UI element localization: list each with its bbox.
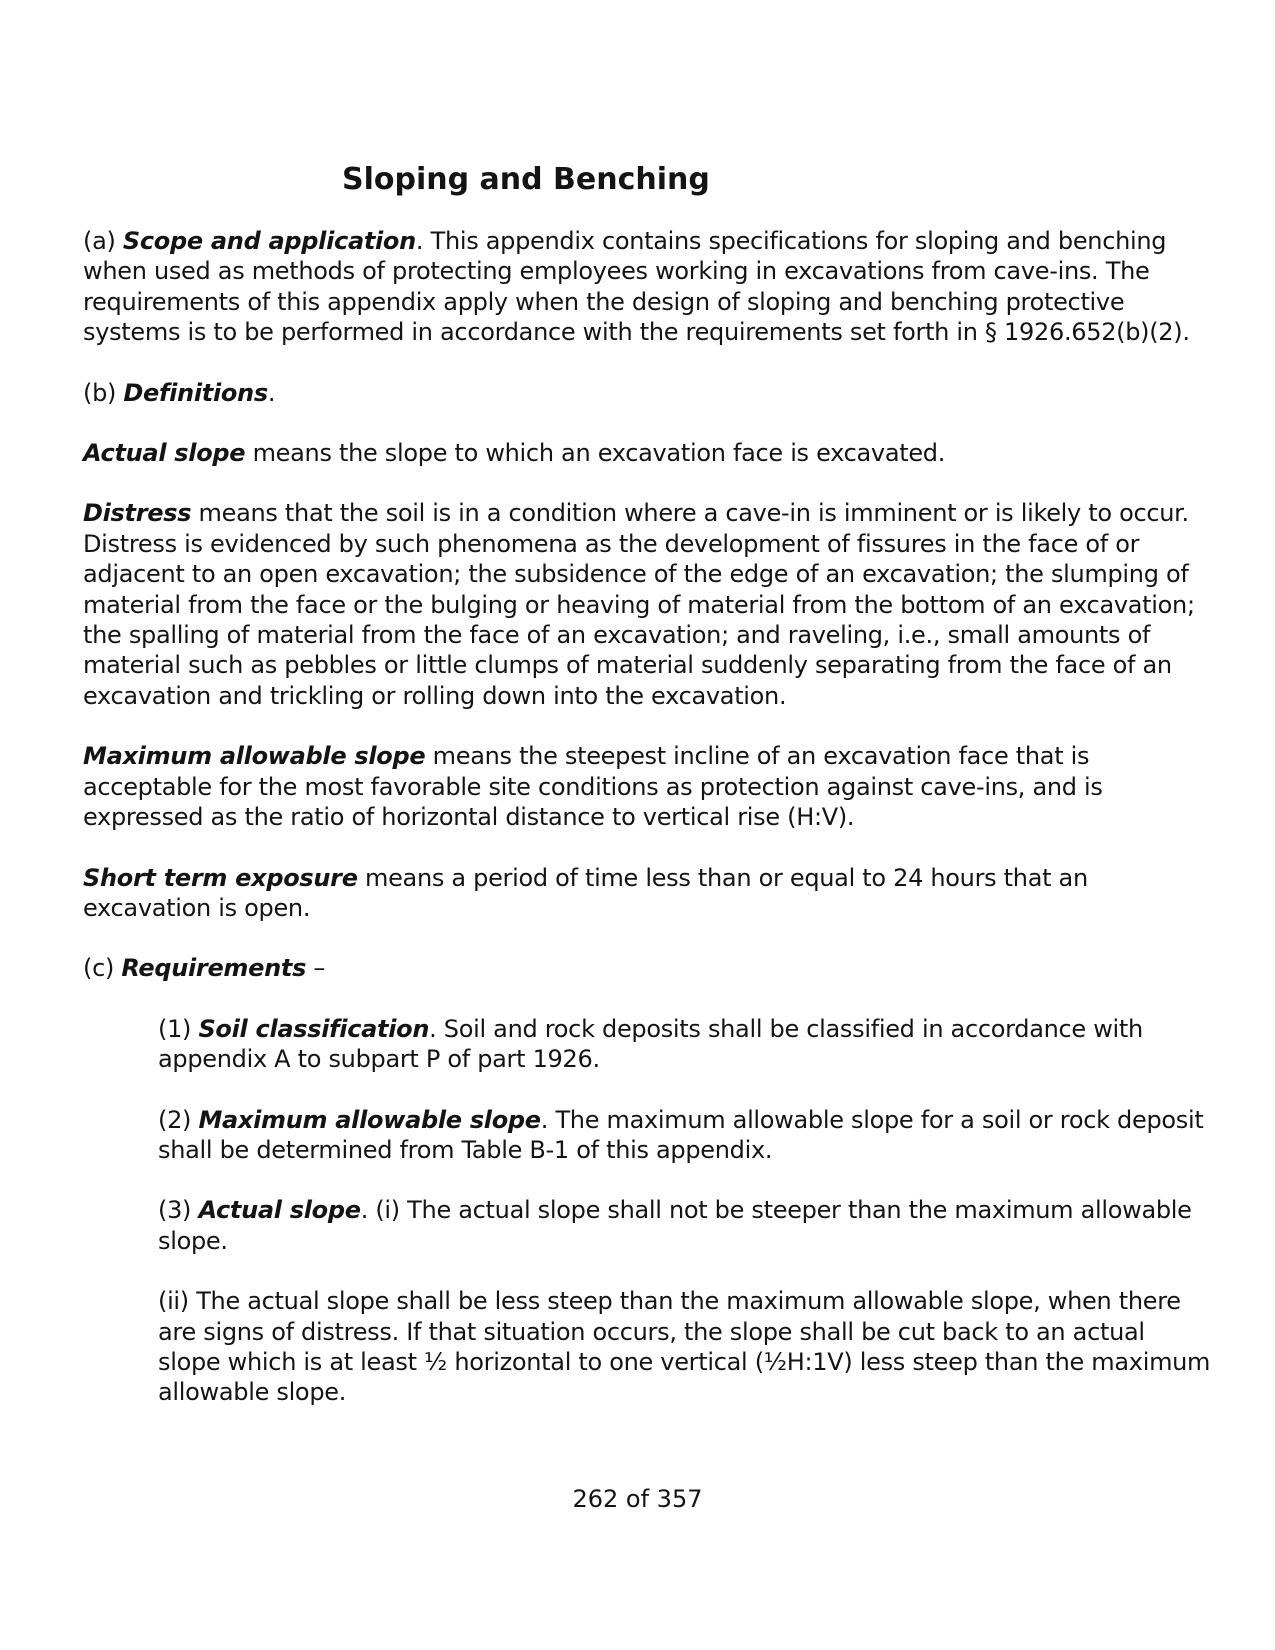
definition-term: Short term exposure xyxy=(83,863,358,892)
section-prefix: (a) xyxy=(83,227,123,255)
section-term: Scope and application xyxy=(122,227,416,255)
requirement-soil-classification xyxy=(158,1014,1213,1075)
definition-short-term-exposure xyxy=(83,863,1213,924)
section-term: Definitions xyxy=(123,378,268,407)
definition-text: means a period of time less than or equal to 24 hours that an excavation is open. xyxy=(83,863,1088,922)
definition-maximum-allowable-slope xyxy=(83,741,1213,832)
section-text: . This appendix contains specifications for sloping and benching when used as methods of protecting employees working in excavations from cave-ins. The requirements of this appendix apply when the design of sloping and benching protective systems is to be performed in accordance with the requirements set forth in § 1926.652(b)(2). xyxy=(83,227,1190,347)
page-number: 262 of 357 xyxy=(572,1485,703,1513)
requirement-text: . Soil and rock deposits shall be classified in accordance with appendix A to subpart P of part 1926. xyxy=(158,1014,1143,1074)
requirements-heading xyxy=(83,953,1213,983)
requirement-term: Maximum allowable slope xyxy=(198,1105,541,1134)
definition-text: means that the soil is in a condition where a cave-in is imminent or is likely to occur. Distress is evidenced by such phenomena as the development of fissures in the face of or adjacent to an open excavation; the subsidence of the edge of an excavation; the slumping of material from the face or the bulging or heaving of material from the bottom of an excavation; the spalling of material from the face of an excavation; and raveling, i.e., small amounts of material such as pebbles or little clumps of material suddenly separating from the face of an excavation and trickling or rolling down into the excavation. xyxy=(83,499,1195,710)
document-body xyxy=(83,226,1213,1438)
section-prefix: (b) xyxy=(83,378,124,407)
requirement-maximum-allowable-slope xyxy=(158,1105,1213,1166)
requirement-text: . (i) The actual slope shall not be steeper than the maximum allowable slope. xyxy=(158,1196,1192,1255)
definition-term: Actual slope xyxy=(83,439,246,468)
requirement-prefix: (2) xyxy=(158,1105,199,1134)
section-suffix: – xyxy=(306,954,326,983)
definition-distress xyxy=(83,498,1213,711)
requirement-actual-slope xyxy=(158,1195,1213,1256)
requirement-term: Actual slope xyxy=(198,1196,361,1225)
page-title: Sloping and Benching xyxy=(342,162,710,197)
definition-term: Distress xyxy=(83,499,192,528)
definition-term: Maximum allowable slope xyxy=(83,742,426,771)
requirement-actual-slope-ii: (ii) The actual slope shall be less steep than the maximum allowable slope, when there are signs of distress. If that situation occurs, the slope shall be cut back to an actual slope which is at least ½ horizontal to one vertical (½H:1V) less steep than the maximum allowable slope. xyxy=(158,1287,1211,1407)
requirement-text: . The maximum allowable slope for a soil or rock deposit shall be determined from Table B-1 of this appendix. xyxy=(158,1105,1204,1164)
definition-actual-slope xyxy=(83,438,1213,468)
requirement-prefix: (3) xyxy=(158,1196,199,1225)
definition-text: means the steepest incline of an excavation face that is acceptable for the most favorable site conditions as protection against cave-ins, and is expressed as the ratio of horizontal distance to vertical rise (H:V). xyxy=(83,742,1103,832)
definition-text: means the slope to which an excavation face is excavated. xyxy=(245,439,946,468)
section-prefix: (c) xyxy=(83,954,122,983)
section-suffix: . xyxy=(267,378,276,407)
section-term: Requirements xyxy=(121,954,307,983)
requirement-prefix: (1) xyxy=(158,1014,199,1043)
requirement-term: Soil classification xyxy=(198,1014,430,1043)
definitions-heading xyxy=(83,378,1213,408)
scope-paragraph xyxy=(83,226,1213,348)
